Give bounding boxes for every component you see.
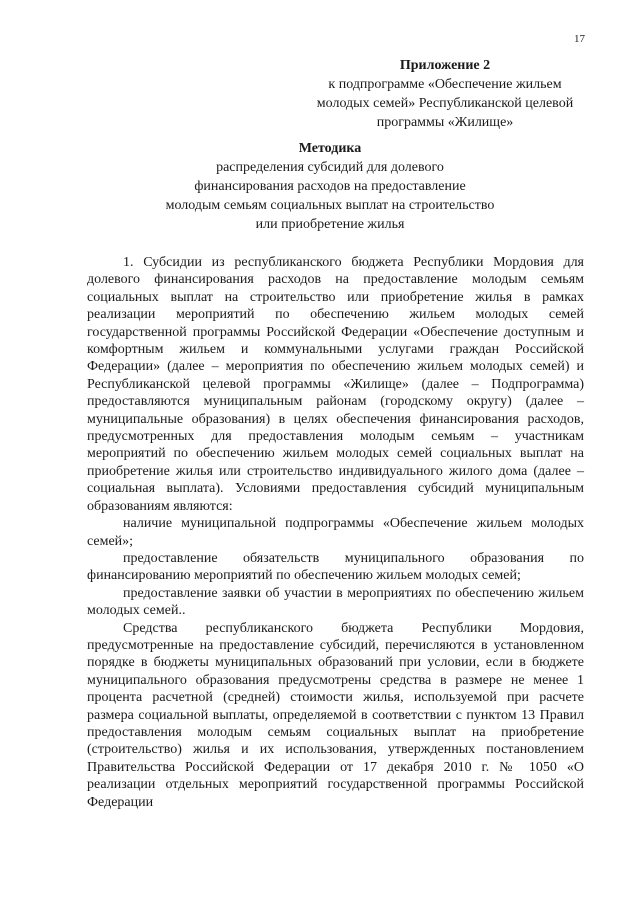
- methodology-subtitle-line: финансирования расходов на предоставление: [194, 179, 466, 194]
- appendix-heading: Приложение 2: [399, 58, 491, 73]
- document-body: [87, 254, 584, 811]
- page-number: 17: [574, 33, 585, 45]
- paragraph: предоставление заявки об участии в мероприятиях по обеспечению жильем молодых семей..: [87, 585, 584, 619]
- paragraph: предоставление обязательств муниципального образования по финансированию мероприятий по обеспечению жильем молодых семей;: [87, 550, 584, 584]
- paragraph: 1. Субсидии из республиканского бюджета Республики Мордовия для долевого финансирования расходов на предоставление молодым семьям социальных выплат на строительство или приобретение жилья в рамках реализации мероприятий по обеспечению жильем молодых семей государственной программы Российской Федерации «Обеспечение доступным и комфортным жильем и коммунальными услугами граждан Российской Федерации» (далее – мероприятия по обеспечению жильем молодых семей) и Республиканской целевой программы «Жилище» (далее – Подпрограмма) предоставляются муниципальным районам (городскому округу) (далее – муниципальные образования) в целях обеспечения финансирования расходов, предусмотренных для предоставления молодым семьям – участникам мероприятий по обеспечению жильем молодых семей социальных выплат на приобретение жилья или строительство индивидуального жилого дома (далее – социальная выплата). Условиями предоставления субсидий муниципальным образованиям являются:: [87, 255, 584, 514]
- paragraph: Средства республиканского бюджета Республики Мордовия, предусмотренные на предоставление субсидий, перечисляются в установленном порядке в бюджеты муниципальных образований при условии, если в бюджете муниципального образования предусмотрены средства в размере не менее 1 процента расчетной (средней) стоимости жилья, используемой при расчете размера социальной выплаты, определяемой в соответствии с пунктом 13 Правил предоставления молодым семьям социальных выплат на приобретение (строительство) жилья и их использования, утвержденных постановлением Правительства Российской Федерации от 17 декабря 2010 г. № 1050 «О реализации отдельных мероприятий государственной программы Российской Федерации: [87, 620, 584, 810]
- methodology-subtitle-line: распределения субсидий для долевого: [216, 160, 444, 175]
- appendix-line: к подпрограмме «Обеспечение жильем: [328, 77, 562, 92]
- paragraph: наличие муниципальной подпрограммы «Обеспечение жильем молодых семей»;: [87, 516, 584, 549]
- appendix-line: молодых семей» Республиканской целевой: [316, 96, 574, 111]
- methodology-subtitle-line: или приобретение жилья: [255, 217, 405, 232]
- appendix-line: программы «Жилище»: [376, 115, 514, 130]
- methodology-title: Методика: [298, 141, 362, 156]
- methodology-heading: [100, 139, 560, 234]
- appendix-header: [295, 56, 595, 132]
- methodology-subtitle-line: молодым семьям социальных выплат на строительство: [165, 198, 495, 213]
